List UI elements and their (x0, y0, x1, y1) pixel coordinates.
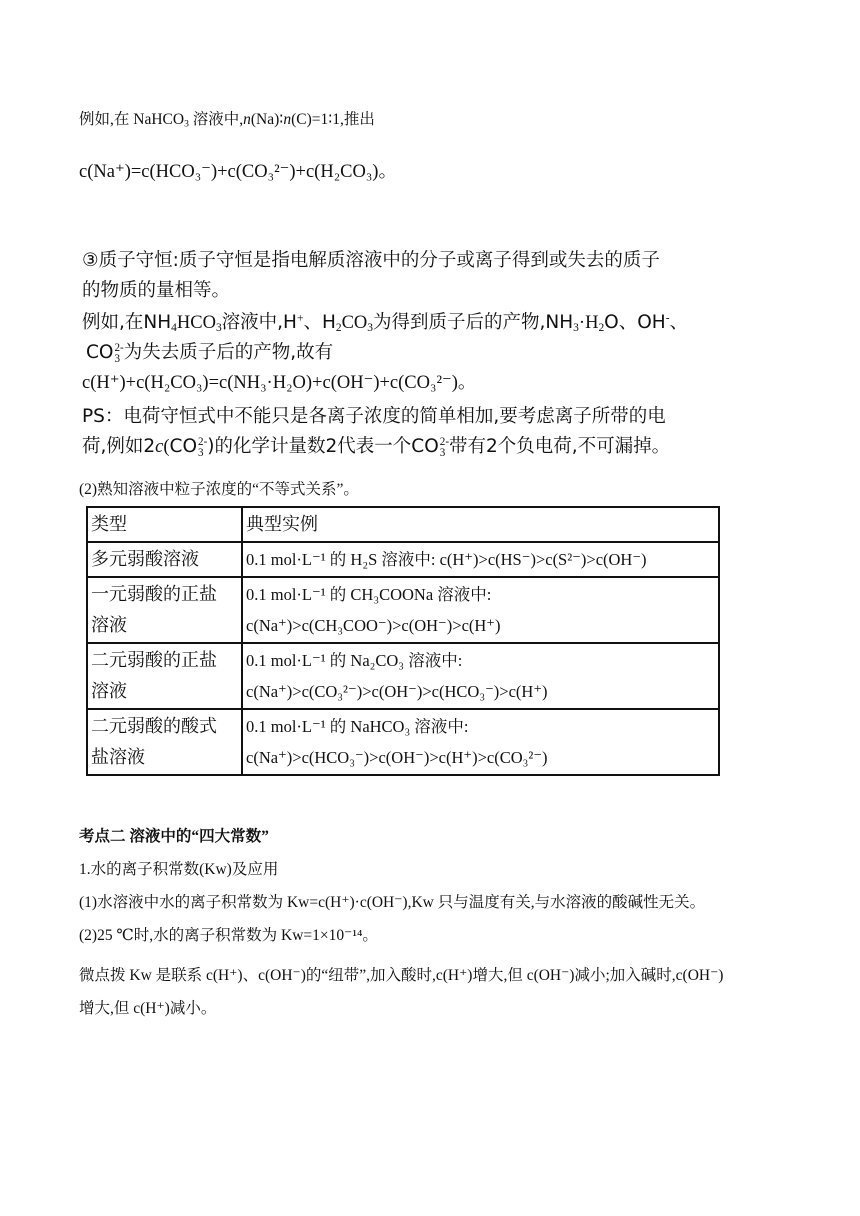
proton-ex-i: 、 (669, 312, 689, 333)
ps-text2c: 带有2个负电荷,不可漏掉。 (449, 436, 671, 457)
carbonate-ion: CO 2- 3 (169, 435, 208, 459)
row4-example (242, 709, 719, 775)
proton-ex-e: CO (341, 313, 368, 333)
proton-line4-text: 为失去质子后的产物,故有 (123, 342, 334, 363)
row1-example (242, 542, 719, 577)
proton-title-text2: 的物质的量相等。 (82, 280, 231, 301)
kp2-item2 (79, 923, 378, 945)
ps-text1: PS：电荷守恒式中不能只是各离子浓度的简单相加,要考虑离子所带的电 (82, 406, 666, 427)
row2-type-l1: 一元弱酸的正盐 (91, 584, 217, 605)
row3-type (87, 643, 242, 709)
proton-title-text1: ③质子守恒:质子守恒是指电解质溶液中的分子或离子得到或失去的质子 (82, 250, 660, 271)
header-type (87, 507, 242, 542)
row3-type-l2: 溶液 (91, 681, 127, 702)
row4-type (87, 709, 242, 775)
row2-type (87, 577, 242, 643)
row4-type-l1: 二元弱酸的酸式 (91, 716, 217, 737)
row4-example-l1: 0.1 mol·L⁻¹ 的 NaHCO₃ 溶液中: (246, 717, 469, 736)
row3-example-l1: 0.1 mol·L⁻¹ 的 Na₂CO₃ 溶液中: (246, 651, 463, 670)
kp2-note-line2 (79, 996, 216, 1018)
kp2-heading (79, 824, 269, 846)
row2-type-l2: 溶液 (91, 615, 127, 636)
kp2-item2-text: (2)25 ℃时,水的离子积常数为 Kw=1×10⁻¹⁴。 (79, 927, 378, 944)
kp2-sub1 (79, 857, 278, 879)
proton-title-line1 (82, 246, 660, 272)
proton-ex-d: 、H (303, 312, 336, 333)
inequality-table (86, 506, 720, 776)
row4-example-l2: c(Na⁺)>c(HCO₃⁻)>c(OH⁻)>c(H⁺)>c(CO₃²⁻) (246, 748, 548, 767)
proton-line4 (86, 338, 333, 365)
section2-heading-text: (2)熟知溶液中粒子浓度的“不等式关系”。 (79, 481, 359, 498)
intro-n1: n (243, 111, 251, 128)
proton-ex-f: 为得到质子后的产物,NH (373, 312, 574, 333)
kp2-note-text2: 增大,但 c(H⁺)减小。 (79, 1000, 217, 1017)
table-header-row (87, 507, 719, 542)
kp2-note-text1: 微点拨 Kw 是联系 c(H⁺)、c(OH⁻)的“纽带”,加入酸时,c(H⁺)增大,但 c(OH⁻)减小;加入碱时,c(OH⁻) (79, 967, 724, 984)
material-balance-equation (79, 157, 397, 183)
carbonate-ion: CO 2- 3 (411, 435, 450, 459)
row2-example-l2: c(Na⁺)>c(CH₃COO⁻)>c(OH⁻)>c(H⁺) (246, 616, 501, 635)
proton-ex-b: HCO (176, 313, 216, 333)
row3-example (242, 643, 719, 709)
proton-ex-h: O、OH (604, 312, 666, 333)
row3-type-l1: 二元弱酸的正盐 (91, 650, 217, 671)
proton-ex-c: 溶液中,H (221, 312, 297, 333)
proton-ex-g: ·H (578, 313, 599, 333)
material-balance-text: c(Na⁺)=c(HCO₃⁻)+c(CO₃²⁻)+c(H₂CO₃)。 (79, 162, 397, 182)
row1-type (87, 542, 242, 577)
proton-equation (82, 368, 476, 394)
carbonate-ion: CO 2- 3 (86, 341, 124, 365)
proton-example-line: 例如,在$NH_4HCO_3$溶液中,H+、$H_2CO_3$为得到质子后的产物$,NH_3\cdot H_2O$、OH-、 (82, 312, 689, 334)
row1-type-text: 多元弱酸溶液 (91, 549, 199, 570)
proton-title-line2 (82, 276, 230, 302)
ps-text2a: 荷,例如2 (82, 436, 156, 457)
row2-example-l1: 0.1 mol·L⁻¹ 的 CH₃COONa 溶液中: (246, 585, 492, 604)
kp2-note-line1 (79, 963, 723, 985)
intro-text-d: (C)=1∶1,推出 (291, 111, 375, 128)
table-row (87, 643, 719, 709)
kp2-sub1-text: 1.水的离子积常数(Kw)及应用 (79, 861, 279, 878)
intro-text-b: 溶液中, (188, 111, 244, 128)
ps-text2b: )的化学计量数2代表一个 (207, 436, 412, 457)
proton-ex-a: 例如,在NH (82, 312, 172, 333)
ps-line1 (82, 402, 666, 428)
section2-heading (79, 477, 359, 499)
intro-n2: n (283, 111, 292, 128)
table-row (87, 577, 719, 643)
row3-example-l2: c(Na⁺)>c(CO₃²⁻)>c(OH⁻)>c(HCO₃⁻)>c(H⁺) (246, 682, 548, 701)
table-row (87, 709, 719, 775)
kp2-heading-text: 考点二 溶液中的“四大常数” (79, 828, 269, 845)
header-example-text: 典型实例 (246, 514, 318, 535)
table-row (87, 542, 719, 577)
kp2-item1-text: (1)水溶液中水的离子积常数为 Kw=c(H⁺)·c(OH⁻),Kw 只与温度有关,与水溶液的酸碱性无关。 (79, 894, 706, 911)
intro-text-c: (Na)∶ (250, 111, 284, 128)
header-example (242, 507, 719, 542)
proton-equation-text: c(H⁺)+c(H₂CO₃)=c(NH₃·H₂O)+c(OH⁻)+c(CO₃²⁻)。 (82, 373, 477, 393)
kp2-item1 (79, 890, 705, 912)
intro-line: 例如,在 NaHCO$_3$ 溶液中,n(Na)∶n(C)=1∶1,推出 (79, 111, 375, 130)
ps-line2: 荷,例如2c(CO 2- 3 )的化学计量数2代表一个CO 2- 3 带有2个负电荷,不可漏掉。 (82, 435, 671, 459)
intro-text-a: 例如,在 NaHCO (79, 111, 185, 128)
row2-example (242, 577, 719, 643)
header-type-text: 类型 (91, 514, 127, 535)
row1-example-text: 0.1 mol·L⁻¹ 的 H₂S 溶液中: c(H⁺)>c(HS⁻)>c(S²⁻)>c(OH⁻) (246, 550, 647, 569)
row4-type-l2: 盐溶液 (91, 747, 145, 768)
